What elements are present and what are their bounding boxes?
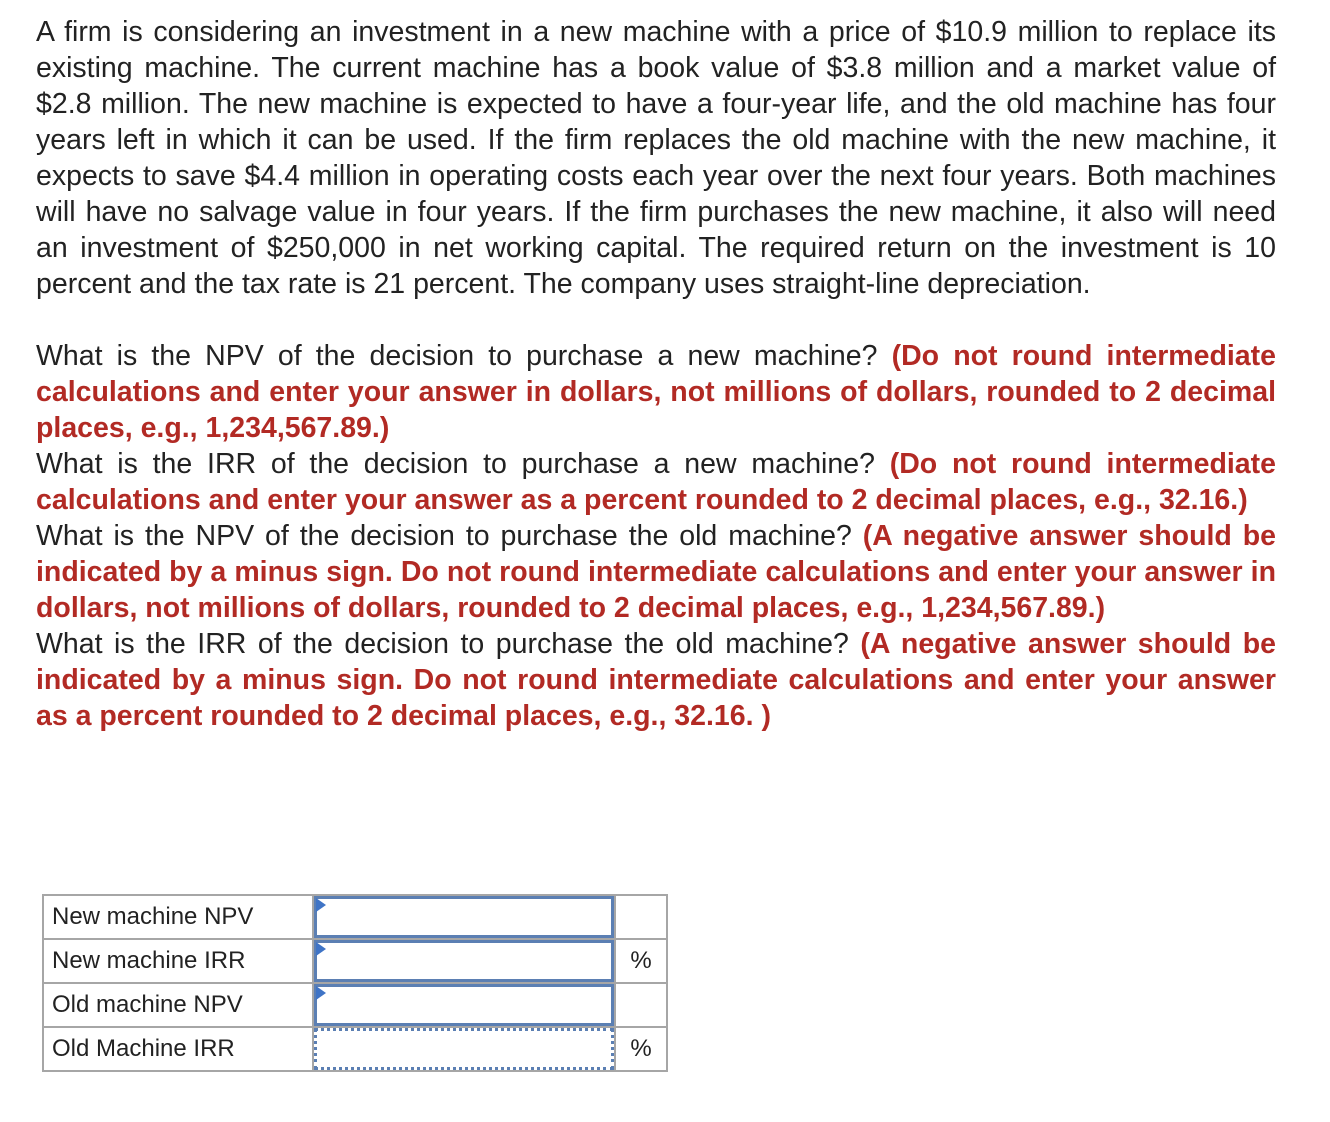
- question-1: [36, 338, 1276, 446]
- table-row: [43, 895, 667, 939]
- input-cell-old-npv: [313, 983, 615, 1027]
- row-unit-new-npv: [615, 895, 667, 939]
- spacer: [36, 302, 1276, 338]
- input-wrapper: [314, 940, 614, 982]
- table-row: [43, 939, 667, 983]
- percent-unit-label: %: [615, 939, 667, 983]
- input-cell-new-npv: [313, 895, 615, 939]
- question-3: [36, 518, 1276, 626]
- question-3-text: What is the NPV of the decision to purchase the old machine?: [36, 520, 852, 552]
- row-label-new-irr: New machine IRR: [43, 939, 313, 983]
- percent-unit-label: %: [615, 1027, 667, 1071]
- question-content: [36, 14, 1276, 734]
- question-3-instruction: (A negative answer should be indicated by a minus sign. Do not round intermediate calculations and enter your answer in dollars, not millions of dollars, rounded to 2 decimal places, e.g., 1,234,567.89.): [36, 520, 1276, 624]
- input-wrapper: [314, 1028, 614, 1070]
- old-machine-irr-input[interactable]: [314, 1028, 614, 1070]
- question-1-instruction: (Do not round intermediate calculations and enter your answer in dollars, not millions of dollars, rounded to 2 decimal places, e.g., 1,234,567.89.): [36, 340, 1276, 444]
- input-cell-old-irr: [313, 1027, 615, 1071]
- answer-table: [42, 894, 668, 1072]
- question-2: [36, 446, 1276, 518]
- table-row: [43, 983, 667, 1027]
- question-4: [36, 626, 1276, 734]
- question-1-text: What is the NPV of the decision to purchase a new machine?: [36, 340, 878, 372]
- row-label-new-npv: New machine NPV: [43, 895, 313, 939]
- row-label-old-npv: Old machine NPV: [43, 983, 313, 1027]
- question-4-text: What is the IRR of the decision to purchase the old machine?: [36, 628, 849, 660]
- new-machine-npv-input[interactable]: [314, 896, 614, 938]
- row-label-old-irr: Old Machine IRR: [43, 1027, 313, 1071]
- question-2-text: What is the IRR of the decision to purchase a new machine?: [36, 448, 875, 480]
- input-cell-new-irr: [313, 939, 615, 983]
- old-machine-npv-input[interactable]: [314, 984, 614, 1026]
- new-machine-irr-input[interactable]: [314, 940, 614, 982]
- question-2-instruction: (Do not round intermediate calculations and enter your answer as a percent rounded to 2 decimal places, e.g., 32.16.): [36, 448, 1276, 516]
- table-row: [43, 1027, 667, 1071]
- question-4-instruction: (A negative answer should be indicated by a minus sign. Do not round intermediate calculations and enter your answer as a percent rounded to 2 decimal places, e.g., 32.16. ): [36, 628, 1277, 732]
- row-unit-old-npv: [615, 983, 667, 1027]
- problem-statement: A firm is considering an investment in a new machine with a price of $10.9 million to replace its existing machine. The current machine has a book value of $3.8 million and a market value of $2.8 million. The new machine is expected to have a four-year life, and the old machine has four years left in which it can be used. If the firm replaces the old machine with the new machine, it expects to save $4.4 million in operating costs each year over the next four years. Both machines will have no salvage value in four years. If the firm purchases the new machine, it also will need an investment of $250,000 in net working capital. The required return on the investment is 10 percent and the tax rate is 21 percent. The company uses straight-line depreciation.: [36, 16, 1276, 300]
- input-wrapper: [314, 984, 614, 1026]
- input-wrapper: [314, 896, 614, 938]
